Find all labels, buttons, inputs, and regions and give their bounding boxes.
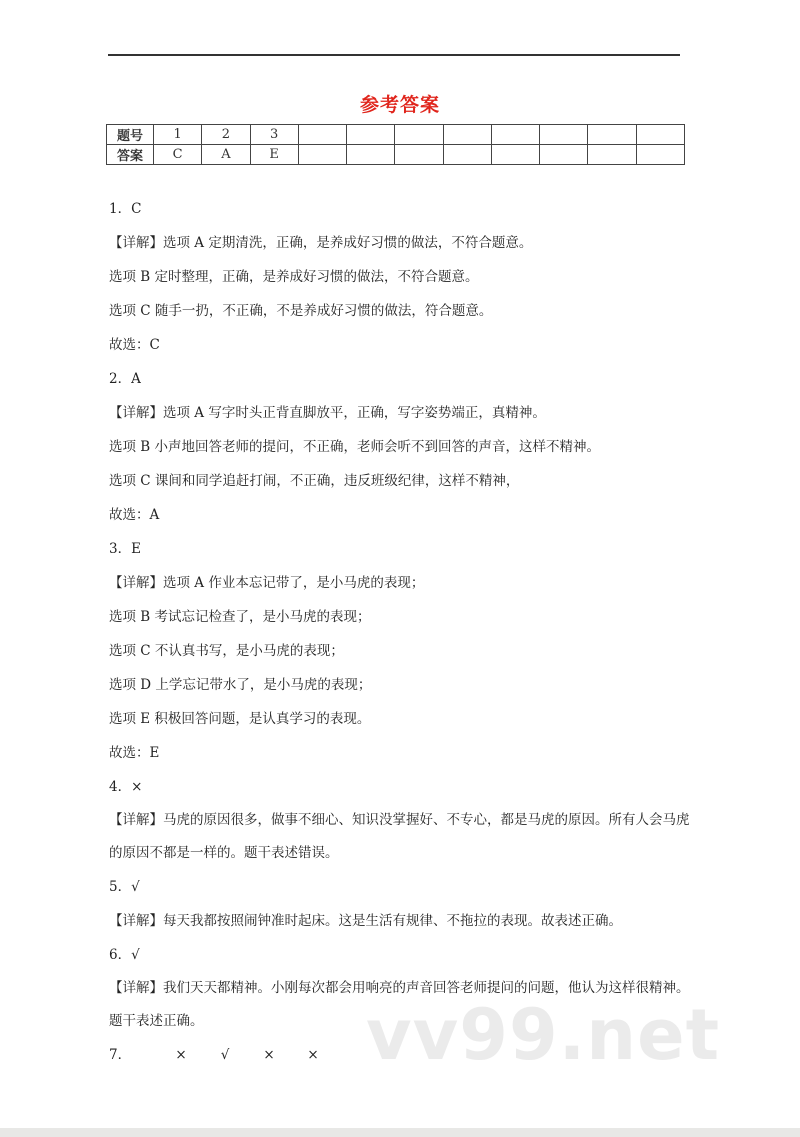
table-row-answers <box>107 145 685 165</box>
item-number: 5．√ <box>109 879 140 895</box>
item-line: 故选：C <box>109 337 160 353</box>
table-cell: C <box>154 145 202 165</box>
item-number: 3．E <box>109 541 141 557</box>
table-cell <box>395 145 443 165</box>
table-cell <box>298 145 346 165</box>
answer-table <box>106 124 685 165</box>
mark: × <box>263 1047 275 1063</box>
table-cell: A <box>202 145 250 165</box>
item-line: 选项 E 积极回答问题，是认真学习的表现。 <box>109 711 371 727</box>
table-cell: 3 <box>250 125 298 145</box>
item-line: 【详解】选项 A 写字时头正背直脚放平，正确，写字姿势端正，真精神。 <box>109 405 546 421</box>
table-cell <box>491 125 539 145</box>
item-line: 【详解】选项 A 作业本忘记带了，是小马虎的表现； <box>109 575 425 591</box>
item-line: 【详解】马虎的原因很多，做事不细心、知识没掌握好、不专心，都是马虎的原因。所有人会马虎的原因不都是一样的。题干表述错误。 <box>109 812 690 861</box>
table-cell: 1 <box>154 125 202 145</box>
item-line: 【详解】我们天天都精神。小刚每次都会用响亮的声音回答老师提问的问题，他认为这样很精神。题干表述正确。 <box>109 980 690 1029</box>
mark: √ <box>220 1047 230 1063</box>
item-line: 选项 C 随手一扔，不正确，不是养成好习惯的做法，符合题意。 <box>109 303 493 319</box>
item-number: 6．√ <box>109 947 140 963</box>
table-cell <box>491 145 539 165</box>
table-cell <box>347 145 395 165</box>
item-line: 【详解】选项 A 定期清洗，正确，是养成好习惯的做法，不符合题意。 <box>109 235 533 251</box>
table-cell <box>443 145 491 165</box>
item-number: 2．A <box>109 371 141 387</box>
table-cell: 2 <box>202 125 250 145</box>
table-cell <box>636 125 684 145</box>
table-cell <box>588 125 636 145</box>
table-cell <box>540 145 588 165</box>
table-row-numbers <box>107 125 685 145</box>
item-number: 7． <box>109 1047 132 1063</box>
item-line: 故选：A <box>109 507 160 523</box>
table-cell <box>588 145 636 165</box>
table-cell <box>443 125 491 145</box>
item-number: 4．× <box>109 779 143 795</box>
item-line: 选项 C 课间和同学追赶打闹，不正确，违反班级纪律，这样不精神， <box>109 473 520 489</box>
mark: × <box>307 1047 319 1063</box>
table-cell: E <box>250 145 298 165</box>
table-cell <box>347 125 395 145</box>
item-line: 【详解】每天我都按照闹钟准时起床。这是生活有规律、不拖拉的表现。故表述正确。 <box>109 913 622 929</box>
table-cell <box>636 145 684 165</box>
mark: × <box>175 1047 187 1063</box>
table-cell <box>298 125 346 145</box>
page-bottom-edge <box>0 1128 800 1137</box>
item-line: 选项 B 小声地回答老师的提问，不正确，老师会听不到回答的声音，这样不精神。 <box>109 439 601 455</box>
item-line: 选项 B 考试忘记检查了，是小马虎的表现； <box>109 609 371 625</box>
answer-explanations <box>109 192 699 1072</box>
page-title: 参考答案 <box>359 94 440 116</box>
watermark: vv99.net <box>366 994 721 1076</box>
table-cell: 题号 <box>107 125 154 145</box>
header-rule <box>108 54 680 56</box>
item-number: 1．C <box>109 201 142 217</box>
item-line: 选项 C 不认真书写，是小马虎的表现； <box>109 643 344 659</box>
item-line: 选项 D 上学忘记带水了，是小马虎的表现； <box>109 677 372 693</box>
item-line: 故选：E <box>109 745 160 761</box>
table-cell: 答案 <box>107 145 154 165</box>
table-cell <box>540 125 588 145</box>
table-cell <box>395 125 443 145</box>
item-line: 选项 B 定时整理，正确，是养成好习惯的做法，不符合题意。 <box>109 269 479 285</box>
